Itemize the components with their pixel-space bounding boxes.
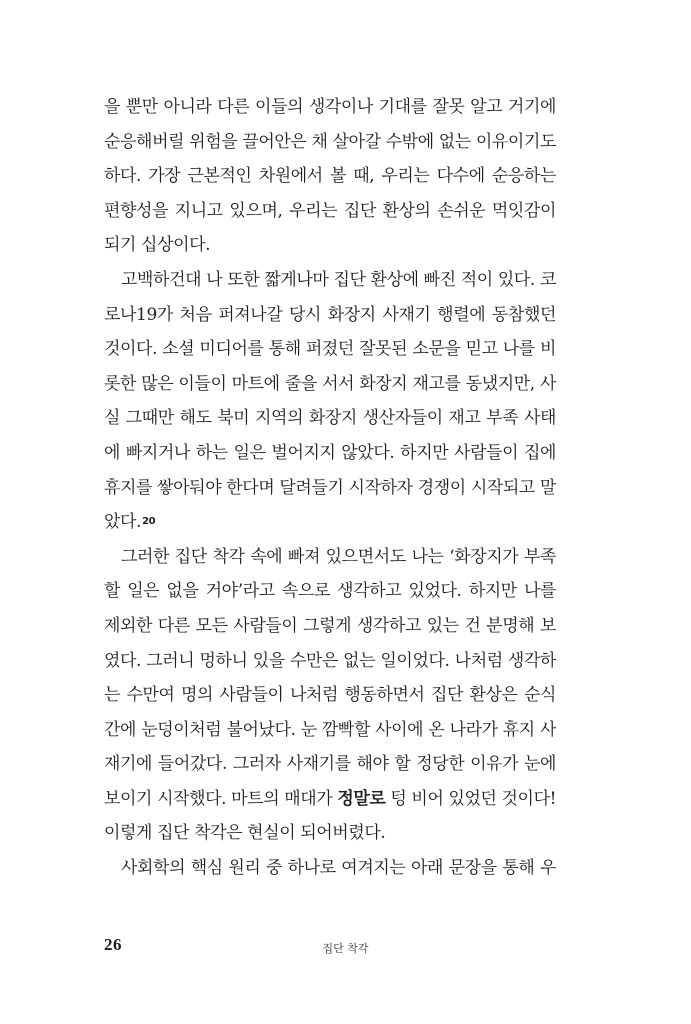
text-line xyxy=(104,332,556,367)
text-segment: 텅 비어 있었던 것이다! xyxy=(385,788,556,809)
text-line xyxy=(104,713,556,748)
text-segment: 간에 눈덩이처럼 불어났다. 눈 깜빡할 사이에 온 나라가 휴지 사 xyxy=(104,719,556,740)
footnote-marker[interactable]: 20 xyxy=(142,516,156,528)
text-segment: 롯한 많은 이들이 마트에 줄을 서서 화장지 재고를 동냈지만, 사 xyxy=(104,373,556,394)
text-segment: 할 일은 없을 거야’라고 속으로 생각하고 있었다. 하지만 나를 xyxy=(104,581,556,602)
text-line xyxy=(104,609,556,644)
text-segment: 고백하건대 나 또한 짧게나마 집단 환상에 빠진 적이 있다. 코 xyxy=(121,269,556,290)
running-title: 집단 착각 xyxy=(322,942,369,955)
text-segment: 것이다. 소셜 미디어를 통해 퍼졌던 잘못된 소문을 믿고 나를 비 xyxy=(104,339,556,360)
text-line xyxy=(104,298,556,333)
text-line xyxy=(104,228,556,263)
emphasis-text: 정말로 xyxy=(337,788,386,809)
text-line xyxy=(104,505,556,540)
text-line-content xyxy=(104,782,556,817)
text-segment: 재기에 들어갔다. 그러자 사재기를 해야 할 정당한 이유가 눈에 xyxy=(104,754,556,775)
text-line xyxy=(104,644,556,679)
text-segment: 제외한 다른 모든 사람들이 그렇게 생각하고 있는 건 분명해 보 xyxy=(104,615,556,636)
text-segment: 보이기 시작했다. 마트의 매대가 xyxy=(104,788,338,809)
text-segment: 순응해버릴 위험을 끌어안은 채 살아갈 수밖에 없는 이유이기도 xyxy=(104,131,556,152)
text-line xyxy=(104,816,556,851)
text-line xyxy=(104,782,556,817)
text-line xyxy=(104,436,556,471)
text-segment: 되기 십상이다. xyxy=(104,235,211,256)
text-line xyxy=(104,401,556,436)
text-line xyxy=(104,574,556,609)
text-line xyxy=(104,747,556,782)
text-line xyxy=(104,263,556,298)
text-line xyxy=(104,159,556,194)
text-segment: 을 뿐만 아니라 다른 이들의 생각이나 기대를 잘못 알고 거기에 xyxy=(104,97,556,117)
text-segment: 그러한 집단 착각 속에 빠져 있으면서도 나는 ‘화장지가 부족 xyxy=(121,546,556,567)
text-segment: 편향성을 지니고 있으며, 우리는 집단 환상의 손쉬운 먹잇감이 xyxy=(104,200,556,221)
text-segment: 사회학의 핵심 원리 중 하나로 여겨지는 아래 문장을 통해 우 xyxy=(121,858,556,879)
text-line xyxy=(104,540,556,575)
body-text xyxy=(104,90,556,886)
text-segment: 에 빠지거나 하는 일은 벌어지지 않았다. 하지만 사람들이 집에 xyxy=(104,442,556,463)
text-line xyxy=(104,194,556,229)
text-segment: 았다. xyxy=(104,512,142,533)
text-segment: 였다. 그러니 멍하니 있을 수만은 없는 일이었다. 나처럼 생각하 xyxy=(104,650,556,671)
text-line xyxy=(104,851,556,886)
text-line xyxy=(104,471,556,506)
page-number: 26 xyxy=(104,935,122,954)
text-segment: 하다. 가장 근본적인 차원에서 볼 때, 우리는 다수에 순응하는 xyxy=(104,166,556,187)
text-line xyxy=(104,90,556,125)
text-line xyxy=(104,367,556,402)
text-segment: 실 그때만 해도 북미 지역의 화장지 생산자들이 재고 부족 사태 xyxy=(104,408,556,429)
text-line xyxy=(104,678,556,713)
text-segment: 휴지를 쌓아둬야 한다며 달려들기 시작하자 경쟁이 시작되고 말 xyxy=(104,477,556,498)
text-segment: 이렇게 집단 착각은 현실이 되어버렸다. xyxy=(104,823,386,844)
text-segment: 로나19가 처음 퍼져나갈 당시 화장지 사재기 행렬에 동참했던 xyxy=(104,304,556,325)
text-segment: 는 수만여 명의 사람들이 나처럼 행동하면서 집단 환상은 순식 xyxy=(104,685,556,706)
text-line xyxy=(104,125,556,160)
